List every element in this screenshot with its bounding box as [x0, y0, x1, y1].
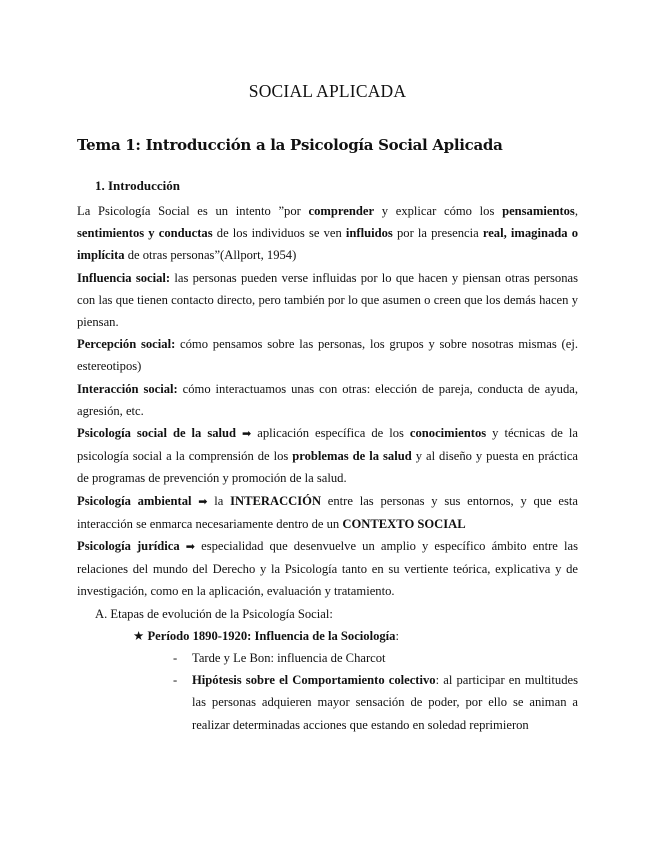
arrow-right-icon: ➡: [242, 427, 252, 441]
document-title: SOCIAL APLICADA: [248, 81, 407, 101]
text: cómo pensamos sobre las personas, los grupos y sobre nosotras mismas (ej. estereotipos): [77, 337, 578, 374]
text: y explicar cómo los: [374, 204, 503, 218]
list-heading-etapas: A. Etapas de evolución de la Psicología Social:: [95, 606, 333, 621]
dash-bullet-icon: -: [173, 651, 178, 666]
paragraph-percepcion-social: [77, 333, 578, 377]
text: y técnicas de la psicología social a la comprensión de los: [77, 426, 578, 464]
bold-term: comprender: [308, 204, 375, 218]
text: por la presencia: [392, 226, 483, 241]
text: Tarde y Le Bon: influencia de Charcot: [192, 651, 386, 666]
list-item-tarde: [77, 647, 578, 669]
paragraph-influencia-social: [77, 267, 578, 334]
text: y al diseño y puesta en práctica de programas de prevención y promoción de la salud.: [77, 449, 579, 486]
dash-bullet-icon: -: [173, 673, 178, 688]
arrow-right-icon: ➡: [198, 494, 208, 508]
list-item-hipotesis: [77, 669, 578, 736]
text: ,: [574, 204, 578, 218]
bold-term: CONTEXTO SOCIAL: [342, 516, 466, 531]
document-body: [77, 200, 578, 736]
text: especialidad que desenvuelve un amplio y específico ámbito entre las relaciones del mundo del Derecho y la Psicología tanto en su vertiente teórica, explicativa y de investigación, como en la aplicación, evaluación y tratamiento.: [77, 539, 578, 599]
text: las personas pueden verse influidas por lo que hacen y piensan otras personas con las que tienen contacto directo, pero también por lo que asumen o creen que los demás hacen y piensan.: [77, 270, 578, 330]
paragraph-psicologia-salud: [77, 422, 578, 490]
subsection-heading: 1. Introducción: [95, 178, 180, 193]
text: entre las personas y sus entornos, y que esta interacción se enmarca necesariamente dentro de un: [77, 493, 579, 531]
bold-term: Período 1890-1920: Influencia de la Sociología: [147, 628, 396, 643]
list-item-periodo: [77, 625, 578, 647]
text: cómo interactuamos unas con otras: elección de pareja, conducta de ayuda, agresión, etc.: [77, 381, 578, 418]
text: aplicación específica de los: [251, 426, 410, 441]
bold-term: problemas de la salud: [292, 449, 412, 464]
bold-term: sentimientos y conductas: [77, 226, 213, 241]
text: :: [395, 628, 399, 643]
bold-term: Hipótesis sobre el Comportamiento colectivo: [192, 673, 436, 688]
bold-term: conocimientos: [409, 426, 487, 441]
paragraph-definition: [77, 200, 578, 267]
paragraph-interaccion-social: [77, 378, 578, 422]
text: la: [207, 493, 231, 508]
bold-term: Psicología social de la salud: [77, 426, 237, 441]
bold-term: Influencia social:: [77, 270, 171, 285]
bold-term: Interacción social:: [77, 381, 178, 396]
bold-term: real, imaginada o implícita: [77, 226, 578, 263]
paragraph-psicologia-juridica: [77, 535, 578, 603]
text: de los individuos se ven: [212, 226, 346, 241]
star-icon: ★: [133, 628, 145, 643]
bold-term: INTERACCIÓN: [230, 493, 322, 508]
section-heading: Tema 1: Introducción a la Psicología Social Aplicada: [77, 136, 503, 154]
text: La Psicología Social es un intento ”por: [77, 204, 309, 218]
bold-term: Psicología ambiental: [77, 493, 192, 508]
text: : al participar en multitudes las personas adquieren mayor sensación de poder, por ello se animan a realizar determinadas acciones que estando en soledad reprimieron: [192, 673, 578, 732]
bold-term: pensamientos: [502, 204, 575, 218]
text: de otras personas”(Allport, 1954): [124, 248, 297, 263]
bold-term: influidos: [345, 226, 393, 241]
bold-term: Psicología jurídica: [77, 539, 180, 554]
arrow-right-icon: ➡: [185, 540, 196, 554]
bold-term: Percepción social:: [77, 337, 176, 352]
paragraph-psicologia-ambiental: [77, 490, 578, 535]
